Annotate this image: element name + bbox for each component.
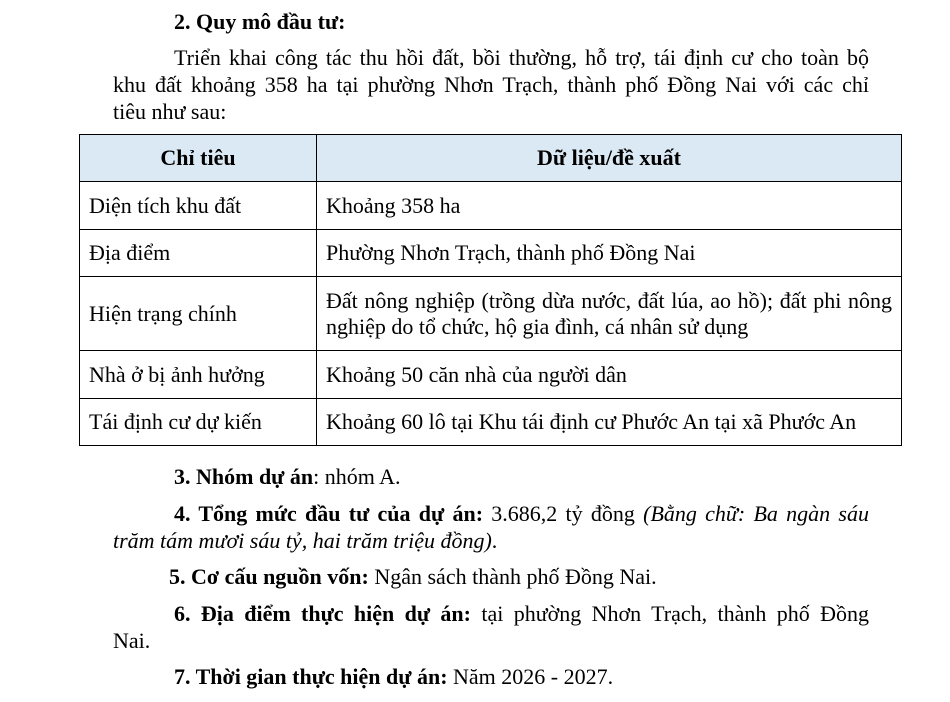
section-4-note-line-2: trăm tám mươi sáu tỷ, hai trăm triệu đồng) — [113, 528, 492, 553]
section-6-line-2: Nai. — [113, 628, 151, 653]
table-row — [80, 351, 902, 399]
table-row — [80, 277, 902, 351]
section-4-label: 4. Tổng mức đầu tư của dự án: — [174, 501, 484, 526]
section-4-end: . — [491, 528, 498, 553]
table-row — [80, 399, 902, 446]
table-cell-indicator: Tái định cư dự kiến — [80, 399, 317, 446]
table-header-indicator: Chỉ tiêu — [80, 135, 317, 182]
section-2-heading: 2. Quy mô đầu tư: — [174, 9, 346, 34]
table-cell-value: Khoảng 358 ha — [317, 182, 902, 230]
section-4-value: 3.686,2 tỷ đồng — [483, 501, 644, 526]
section-4-line-1 — [174, 501, 869, 527]
table-header-row — [80, 135, 902, 182]
section-5-value: Ngân sách thành phố Đồng Nai. — [368, 564, 657, 589]
table-cell-value: Phường Nhơn Trạch, thành phố Đồng Nai — [317, 230, 902, 277]
section-6-line-1 — [174, 601, 869, 627]
table-row — [80, 230, 902, 277]
table-cell-indicator: Địa điểm — [80, 230, 317, 277]
investment-scale-table — [79, 134, 902, 446]
section-3 — [174, 464, 401, 490]
table-cell-value: Khoảng 50 căn nhà của người dân — [317, 351, 902, 399]
section-4-note-line-1: (Bằng chữ: Ba ngàn sáu — [643, 501, 869, 526]
section-2-paragraph-line-3: tiêu như sau: — [113, 99, 227, 124]
section-7-value: Năm 2026 - 2027. — [447, 664, 614, 689]
section-5 — [169, 564, 657, 590]
table-cell-indicator: Diện tích khu đất — [80, 182, 317, 230]
table-cell-value: Đất nông nghiệp (trồng dừa nước, đất lúa, ao hồ); đất phi nông nghiệp do tổ chức, hộ gia đình, cá nhân sử dụng — [317, 277, 902, 351]
table-cell-value: Khoảng 60 lô tại Khu tái định cư Phước An tại xã Phước An — [317, 399, 902, 446]
table-cell-indicator: Hiện trạng chính — [80, 277, 317, 351]
section-7-label: 7. Thời gian thực hiện dự án: — [174, 664, 448, 689]
table-row — [80, 182, 902, 230]
table-header-data: Dữ liệu/đề xuất — [317, 135, 902, 182]
section-6-label: 6. Địa điểm thực hiện dự án: — [174, 601, 471, 626]
section-4-line-2 — [113, 528, 497, 554]
section-5-label: 5. Cơ cấu nguồn vốn: — [169, 564, 369, 589]
section-2-paragraph-line-2: khu đất khoảng 358 ha tại phường Nhơn Trạch, thành phố Đồng Nai với các chỉ — [113, 72, 869, 97]
section-3-value: : nhóm A. — [313, 464, 401, 489]
section-2-paragraph-line-1: Triển khai công tác thu hồi đất, bồi thường, hỗ trợ, tái định cư cho toàn bộ — [174, 45, 869, 70]
table-cell-indicator: Nhà ở bị ảnh hưởng — [80, 351, 317, 399]
section-6-value-line-1: tại phường Nhơn Trạch, thành phố Đồng — [470, 601, 869, 626]
section-7 — [174, 664, 613, 690]
section-3-label: 3. Nhóm dự án — [174, 464, 314, 489]
